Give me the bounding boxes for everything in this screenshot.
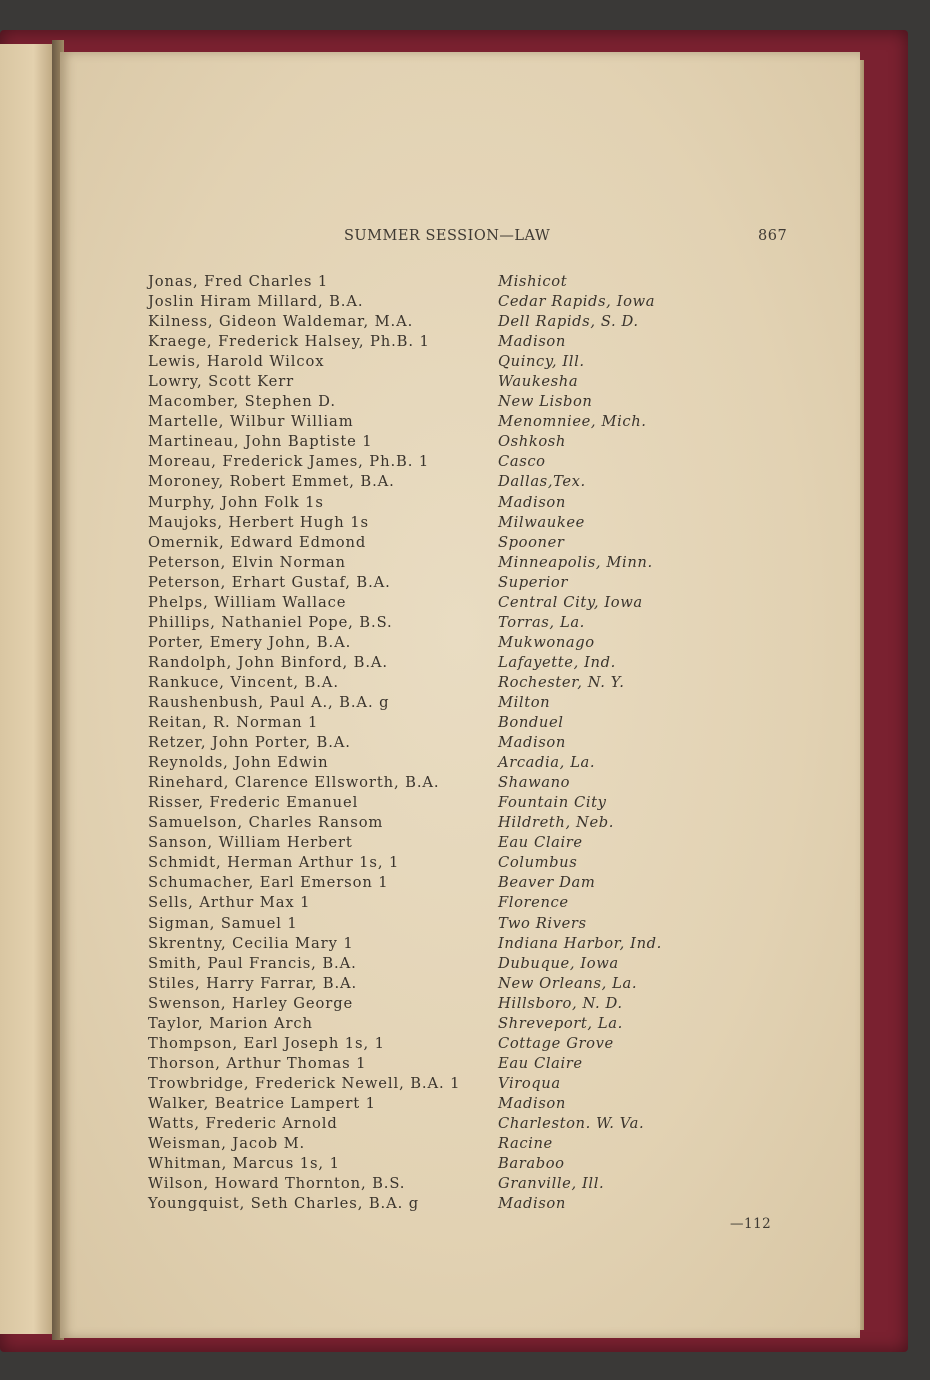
- list-item: [148, 893, 808, 913]
- list-item: [148, 733, 808, 753]
- student-hometown: Torras, La.: [498, 613, 585, 631]
- student-name: Swenson, Harley George: [148, 994, 354, 1012]
- student-hometown: Florence: [498, 894, 569, 912]
- student-hometown: Madison: [498, 1094, 566, 1112]
- student-hometown: New Lisbon: [498, 393, 593, 411]
- list-item: [148, 613, 808, 633]
- student-name: Porter, Emery John, B.A.: [148, 633, 352, 651]
- student-hometown: Milwaukee: [498, 513, 585, 531]
- list-item: [148, 974, 808, 994]
- student-name: Thorson, Arthur Thomas 1: [148, 1054, 367, 1072]
- student-name: Omernik, Edward Edmond: [148, 533, 367, 551]
- student-hometown: Arcadia, La.: [498, 754, 596, 772]
- student-hometown: Quincy, Ill.: [498, 353, 585, 371]
- list-item: [148, 392, 808, 412]
- student-hometown: Minneapolis, Minn.: [498, 553, 653, 571]
- student-hometown: Madison: [498, 1195, 566, 1213]
- list-item: [148, 372, 808, 392]
- student-hometown: Dallas,Tex.: [498, 473, 586, 491]
- student-hometown: Cedar Rapids, Iowa: [498, 293, 656, 311]
- student-name: Stiles, Harry Farrar, B.A.: [148, 974, 358, 992]
- header-title: SUMMER SESSION—LAW: [344, 228, 551, 244]
- student-name: Retzer, John Porter, B.A.: [148, 734, 351, 752]
- list-item: [148, 1134, 808, 1154]
- running-header: [60, 228, 860, 248]
- list-item: [148, 994, 808, 1014]
- list-item: [148, 1094, 808, 1114]
- student-hometown: Madison: [498, 493, 566, 511]
- student-name: Samuelson, Charles Ransom: [148, 814, 384, 832]
- student-name: Murphy, John Folk 1s: [148, 493, 324, 511]
- list-item: [148, 472, 808, 492]
- student-name: Schmidt, Herman Arthur 1s, 1: [148, 854, 400, 872]
- student-name: Lewis, Harold Wilcox: [148, 353, 325, 371]
- student-hometown: Bonduel: [498, 714, 564, 732]
- list-item: [148, 1114, 808, 1134]
- list-item: [148, 1194, 808, 1214]
- student-name: Phelps, William Wallace: [148, 593, 347, 611]
- page: [60, 52, 860, 1338]
- student-name: Joslin Hiram Millard, B.A.: [148, 293, 364, 311]
- student-hometown: Viroqua: [498, 1074, 561, 1092]
- student-name: Peterson, Erhart Gustaf, B.A.: [148, 573, 391, 591]
- student-hometown: Two Rivers: [498, 914, 587, 932]
- list-item: [148, 412, 808, 432]
- student-hometown: Eau Claire: [498, 1054, 583, 1072]
- student-name: Whitman, Marcus 1s, 1: [148, 1155, 340, 1173]
- page-number: 867: [758, 228, 788, 244]
- student-hometown: Cottage Grove: [498, 1034, 614, 1052]
- student-hometown: Racine: [498, 1135, 553, 1153]
- student-hometown: Baraboo: [498, 1155, 565, 1173]
- student-name: Watts, Frederic Arnold: [148, 1114, 338, 1132]
- student-hometown: Milton: [498, 693, 551, 711]
- student-name: Risser, Frederic Emanuel: [148, 794, 359, 812]
- student-name: Rinehard, Clarence Ellsworth, B.A.: [148, 774, 440, 792]
- student-hometown: Spooner: [498, 533, 565, 551]
- list-item: [148, 292, 808, 312]
- list-item: [148, 332, 808, 352]
- student-name: Smith, Paul Francis, B.A.: [148, 954, 357, 972]
- student-hometown: Beaver Dam: [498, 874, 596, 892]
- student-name: Trowbridge, Frederick Newell, B.A. 1: [148, 1074, 461, 1092]
- student-name: Youngquist, Seth Charles, B.A. g: [148, 1195, 420, 1213]
- student-hometown: Columbus: [498, 854, 578, 872]
- student-name: Martineau, John Baptiste 1: [148, 433, 373, 451]
- student-name: Walker, Beatrice Lampert 1: [148, 1094, 376, 1112]
- student-hometown: Hillsboro, N. D.: [498, 994, 623, 1012]
- student-name: Sells, Arthur Max 1: [148, 894, 311, 912]
- list-item: [148, 833, 808, 853]
- student-name: Randolph, John Binford, B.A.: [148, 653, 388, 671]
- student-hometown: Indiana Harbor, Ind.: [498, 934, 662, 952]
- student-hometown: Dell Rapids, S. D.: [498, 313, 639, 331]
- student-name: Peterson, Elvin Norman: [148, 553, 346, 571]
- student-name: Sanson, William Herbert: [148, 834, 353, 852]
- student-hometown: New Orleans, La.: [498, 974, 638, 992]
- list-item: [148, 1154, 808, 1174]
- list-item: [148, 673, 808, 693]
- student-name: Schumacher, Earl Emerson 1: [148, 874, 389, 892]
- student-hometown: Shreveport, La.: [498, 1014, 623, 1032]
- list-item: [148, 773, 808, 793]
- student-name: Wilson, Howard Thornton, B.S.: [148, 1175, 406, 1193]
- student-name: Weisman, Jacob M.: [148, 1135, 306, 1153]
- list-item: [148, 633, 808, 653]
- student-hometown: Shawano: [498, 774, 571, 792]
- student-hometown: Mishicot: [498, 273, 568, 290]
- student-hometown: Superior: [498, 573, 568, 591]
- student-name: Kraege, Frederick Halsey, Ph.B. 1: [148, 333, 430, 351]
- student-hometown: Madison: [498, 333, 566, 351]
- student-hometown: Rochester, N. Y.: [498, 673, 625, 691]
- student-name: Macomber, Stephen D.: [148, 393, 336, 411]
- student-hometown: Central City, Iowa: [498, 593, 643, 611]
- student-name: Taylor, Marion Arch: [148, 1014, 313, 1032]
- student-list: [148, 272, 808, 1214]
- list-item: [148, 1174, 808, 1194]
- student-name: Reynolds, John Edwin: [148, 754, 329, 772]
- list-item: [148, 934, 808, 954]
- student-name: Reitan, R. Norman 1: [148, 714, 319, 732]
- student-hometown: Charleston. W. Va.: [498, 1114, 645, 1132]
- student-hometown: Granville, Ill.: [498, 1175, 605, 1193]
- student-hometown: Madison: [498, 734, 566, 752]
- list-item: [148, 1034, 808, 1054]
- list-item: [148, 1014, 808, 1034]
- student-name: Thompson, Earl Joseph 1s, 1: [148, 1034, 385, 1052]
- list-item: [148, 914, 808, 934]
- list-item: [148, 553, 808, 573]
- student-name: Maujoks, Herbert Hugh 1s: [148, 513, 369, 531]
- list-item: [148, 452, 808, 472]
- student-hometown: Mukwonago: [498, 633, 595, 651]
- signature-mark: —112: [730, 1216, 772, 1232]
- student-hometown: Menomniee, Mich.: [498, 413, 647, 431]
- student-hometown: Oshkosh: [498, 433, 566, 451]
- student-name: Martelle, Wilbur William: [148, 413, 354, 431]
- student-name: Rankuce, Vincent, B.A.: [148, 673, 339, 691]
- student-name: Phillips, Nathaniel Pope, B.S.: [148, 613, 393, 631]
- student-hometown: Eau Claire: [498, 834, 583, 852]
- student-name: Moreau, Frederick James, Ph.B. 1: [148, 453, 430, 471]
- list-item: [148, 853, 808, 873]
- student-hometown: Casco: [498, 453, 546, 471]
- student-hometown: Waukesha: [498, 373, 579, 391]
- list-item: [148, 873, 808, 893]
- list-item: [148, 593, 808, 613]
- list-item: [148, 1054, 808, 1074]
- student-name: Raushenbush, Paul A., B.A. g: [148, 693, 390, 711]
- list-item: [148, 793, 808, 813]
- list-item: [148, 1074, 808, 1094]
- student-name: Kilness, Gideon Waldemar, M.A.: [148, 313, 414, 331]
- list-item: [148, 713, 808, 733]
- list-item: [148, 573, 808, 593]
- left-page: [0, 44, 56, 1334]
- list-item: [148, 352, 808, 372]
- list-item: [148, 813, 808, 833]
- student-name: Moroney, Robert Emmet, B.A.: [148, 473, 395, 491]
- list-item: [148, 312, 808, 332]
- list-item: [148, 954, 808, 974]
- student-name: Jonas, Fred Charles 1: [148, 273, 329, 290]
- list-item: [148, 272, 808, 292]
- student-name: Lowry, Scott Kerr: [148, 373, 295, 391]
- list-item: [148, 693, 808, 713]
- student-hometown: Fountain City: [498, 794, 607, 812]
- list-item: [148, 753, 808, 773]
- student-name: Skrentny, Cecilia Mary 1: [148, 934, 354, 952]
- list-item: [148, 533, 808, 553]
- list-item: [148, 493, 808, 513]
- list-item: [148, 653, 808, 673]
- list-item: [148, 513, 808, 533]
- list-item: [148, 432, 808, 452]
- student-hometown: Dubuque, Iowa: [498, 954, 619, 972]
- student-hometown: Hildreth, Neb.: [498, 814, 615, 832]
- student-hometown: Lafayette, Ind.: [498, 653, 616, 671]
- student-name: Sigman, Samuel 1: [148, 914, 298, 932]
